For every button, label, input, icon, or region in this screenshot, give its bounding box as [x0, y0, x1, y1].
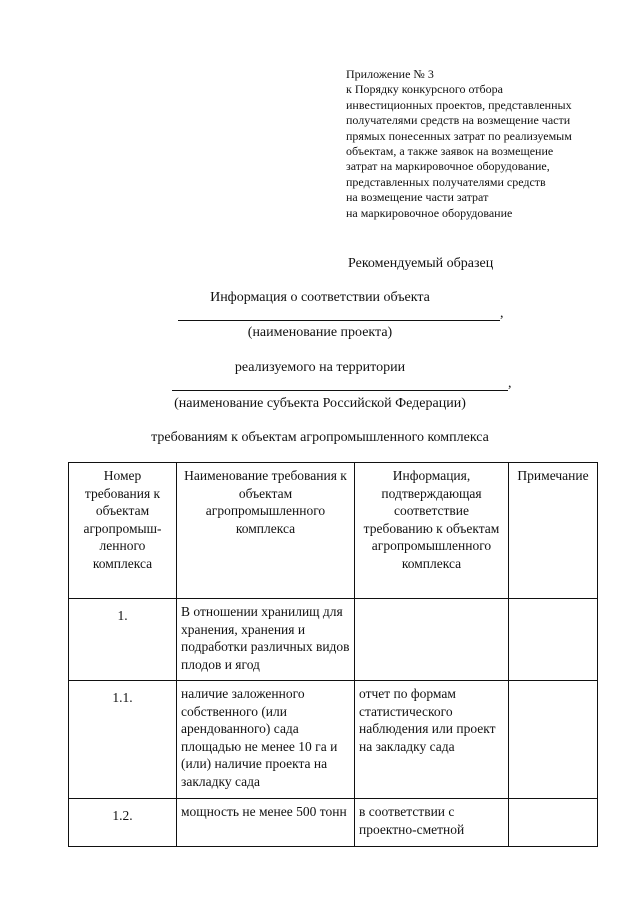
- row-note: [509, 599, 598, 681]
- subject-blank-comma: ,: [508, 376, 512, 391]
- heading-line-3: требованиям к объектам агропромышленного комплекса: [151, 430, 489, 445]
- heading-line-2: реализуемого на территории: [234, 360, 406, 375]
- row-requirement: мощность не менее 500 тонн: [177, 799, 355, 847]
- row-requirement: В отношении хранилищ для хранения, хранения и подработки различных видов плодов и ягод: [177, 599, 355, 681]
- row-info: в соответствии с проектно-сметной: [355, 799, 509, 847]
- row-info: [355, 599, 509, 681]
- appendix-line: к Порядку конкурсного отбора: [346, 82, 503, 97]
- appendix-line: на маркировочное оборудование: [346, 205, 513, 220]
- heading-line-1: Информация о соответствии объекта: [210, 290, 430, 305]
- requirements-table: [68, 462, 598, 847]
- row-note: [509, 799, 598, 847]
- table-row: [69, 799, 598, 847]
- appendix-line: представленных получателями средств: [346, 174, 546, 189]
- table-row: [69, 681, 598, 799]
- subject-name-blank-line: [172, 390, 508, 391]
- header-note: Примечание: [509, 463, 598, 599]
- appendix-line: объектам, а также заявок на возмещение: [346, 144, 554, 159]
- recommended-sample-label: Рекомендуемый образец: [348, 256, 494, 271]
- row-number: 1.1.: [69, 681, 177, 799]
- header-confirming-info: Информация, подтверждающая соответствие требованию к объектам агропромышленного комплекса: [355, 463, 509, 599]
- appendix-line: инвестиционных проектов, представленных: [346, 97, 572, 112]
- row-number: 1.: [69, 599, 177, 681]
- appendix-line: Приложение № 3: [346, 67, 434, 81]
- project-name-blank-line: [178, 320, 500, 321]
- table-header-row: [69, 463, 598, 599]
- appendix-line: получателями средств на возмещение части: [346, 113, 571, 128]
- header-requirement-name: Наименование требования к объектам агропромышленного комплекса: [177, 463, 355, 599]
- project-blank-comma: ,: [500, 306, 504, 321]
- appendix-line: на возмещение части затрат: [346, 190, 489, 205]
- project-name-caption: (наименование проекта): [247, 325, 393, 340]
- row-number: 1.2.: [69, 799, 177, 847]
- appendix-block: [346, 67, 616, 221]
- row-requirement: наличие заложенного собственного (или арендованного) сада площадью не менее 10 га и (или) наличие проекта на закладку сада: [177, 681, 355, 799]
- appendix-line: затрат на маркировочное оборудование,: [346, 159, 550, 174]
- row-info: отчет по формам статистического наблюдения или проект на закладку сада: [355, 681, 509, 799]
- subject-name-caption: (наименование субъекта Российской Федерации): [174, 396, 466, 411]
- appendix-line: прямых понесенных затрат по реализуемым: [346, 128, 572, 143]
- row-note: [509, 681, 598, 799]
- header-requirement-number: Номер требования к объектам агропромыш-ленного комплекса: [69, 463, 177, 599]
- table-row: [69, 599, 598, 681]
